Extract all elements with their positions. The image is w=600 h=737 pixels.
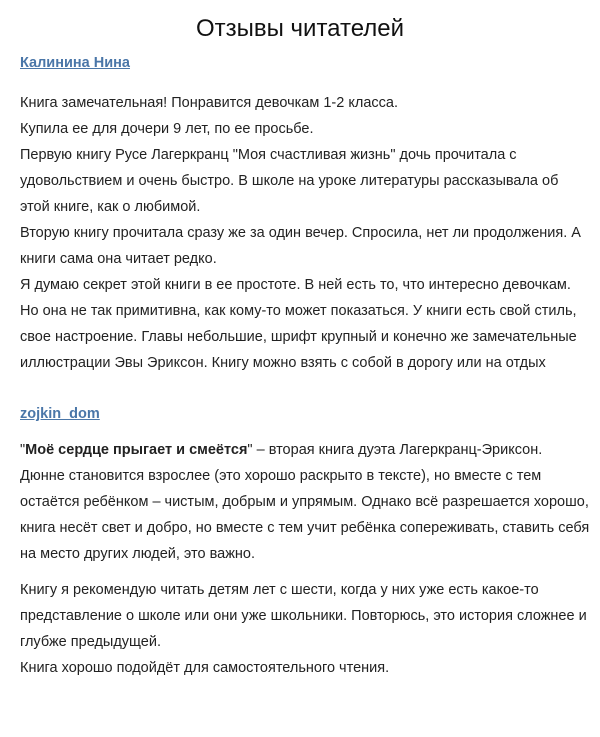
review-paragraph: Я думаю секрет этой книги в ее простоте. В ней есть то, что интересно девочкам. Но она не так примитивна, как кому-то может показаться. У книги есть свой стиль, свое настроение. Главы небольшие, шрифт крупный и конечно же замечательные иллюстрации Эвы Эриксон. Книгу можно взять с собой в дорогу или на отдых: [20, 277, 577, 371]
review-paragraph: [20, 437, 590, 567]
page-title: Отзывы читателей: [195, 15, 405, 42]
review-paragraph: Книга замечательная! Понравится девочкам 1-2 класса.: [20, 95, 398, 111]
quote-close: ": [247, 442, 253, 458]
review-paragraph: Купила ее для дочери 9 лет, по ее просьбе.: [20, 121, 314, 137]
quote-open: ": [20, 442, 26, 458]
review-text: [20, 90, 590, 376]
review-paragraph: Книга хорошо подойдёт для самостоятельного чтения.: [20, 660, 390, 676]
review-paragraph: Вторую книгу прочитала сразу же за один вечер. Спросила, нет ли продолжения. А книги сама она читает редко.: [20, 225, 581, 267]
review-1: [20, 54, 590, 376]
review-paragraph: Первую книгу Русе Лагеркранц "Моя счастливая жизнь" дочь прочитала с удовольствием и очень быстро. В школе на уроке литературы рассказывала об этой книге, как о любимой.: [20, 147, 559, 215]
review-text: [20, 437, 590, 681]
review-2: [20, 405, 590, 681]
review-paragraph: Книгу я рекомендую читать детям лет с шести, когда у них уже есть какое-то представление о школе или они уже школьники. Повторюсь, это история сложнее и глубже предыдущей.: [20, 582, 587, 650]
reviewer-name-link[interactable]: Калинина Нина: [20, 55, 130, 71]
review-intro-text: – вторая книга дуэта Лагеркранц-Эриксон. Дюнне становится взрослее (это хорошо раскрыто в тексте), но вместе с тем остаётся ребёнком – чистым, добрым и упрямым. Однако всё разрешается хорошо, книга несёт свет и добро, но вместе с тем учит ребёнка сопереживать, ставить себя на место других людей, это важно.: [20, 442, 590, 562]
book-title: Моё сердце прыгает и смеётся: [25, 442, 248, 458]
reviewer-name-link[interactable]: zojkin_dom: [20, 406, 100, 422]
